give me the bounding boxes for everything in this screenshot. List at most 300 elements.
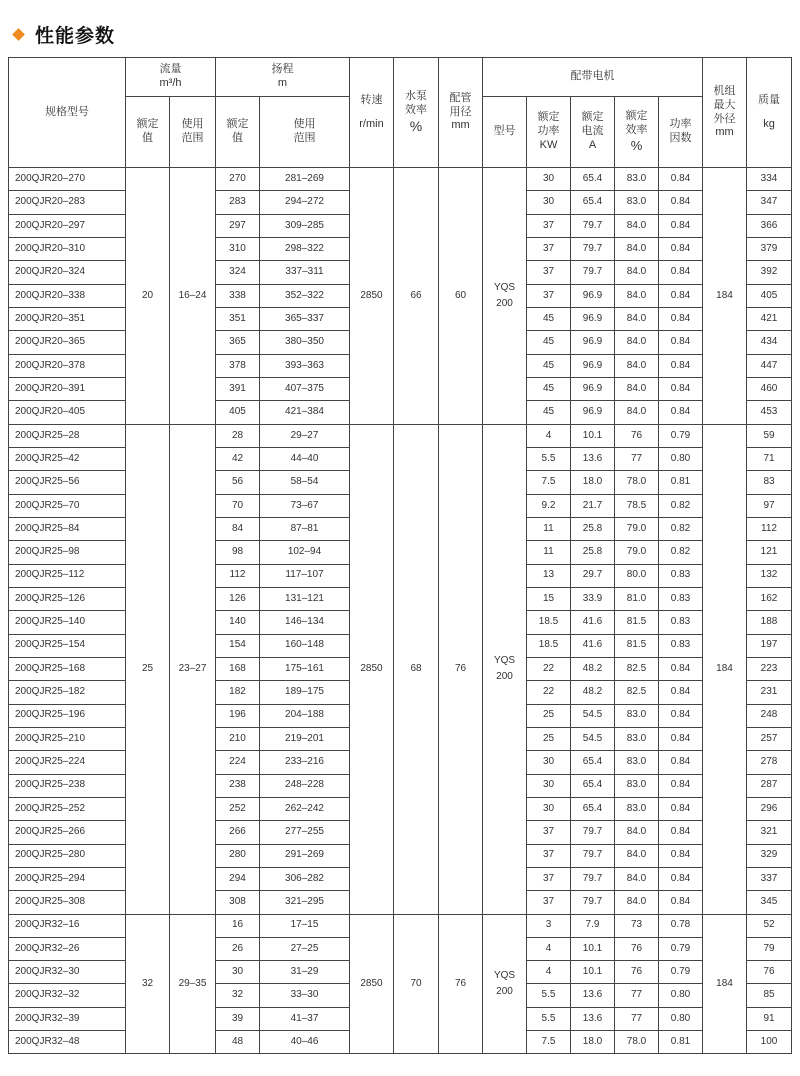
- header-motor-current: 额定电流 A: [571, 97, 615, 168]
- header-motor-efficiency: 额定效率 %: [615, 97, 659, 168]
- cell-model: 200QJR25–210: [9, 727, 126, 750]
- cell-motor-efficiency: 78.0: [615, 1031, 659, 1054]
- cell-model: 200QJR20–405: [9, 401, 126, 424]
- cell-pipe-diameter: 76: [439, 914, 483, 1054]
- cell-motor-power: 30: [527, 797, 571, 820]
- cell-motor-power: 37: [527, 284, 571, 307]
- cell-head-range: 407–375: [260, 377, 350, 400]
- cell-head-rated: 26: [216, 937, 260, 960]
- cell-motor-power: 18.5: [527, 634, 571, 657]
- cell-head-range: 233–216: [260, 751, 350, 774]
- cell-motor-current: 96.9: [571, 354, 615, 377]
- cell-mass: 112: [747, 517, 792, 540]
- cell-motor-current: 65.4: [571, 774, 615, 797]
- cell-motor-current: 13.6: [571, 1007, 615, 1030]
- cell-motor-efficiency: 80.0: [615, 564, 659, 587]
- cell-motor-current: 29.7: [571, 564, 615, 587]
- cell-head-range: 337–311: [260, 261, 350, 284]
- cell-power-factor: 0.84: [659, 797, 703, 820]
- cell-motor-power: 30: [527, 168, 571, 191]
- cell-motor-current: 96.9: [571, 401, 615, 424]
- cell-motor-power: 37: [527, 261, 571, 284]
- header-power-factor: 功率因数: [659, 97, 703, 168]
- cell-head-rated: 30: [216, 961, 260, 984]
- cell-head-rated: 280: [216, 844, 260, 867]
- cell-motor-efficiency: 84.0: [615, 821, 659, 844]
- cell-head-range: 204–188: [260, 704, 350, 727]
- cell-motor-current: 41.6: [571, 634, 615, 657]
- cell-mass: 434: [747, 331, 792, 354]
- cell-flow-range: 16–24: [170, 168, 216, 425]
- cell-head-rated: 338: [216, 284, 260, 307]
- cell-mass: 447: [747, 354, 792, 377]
- cell-mass: 287: [747, 774, 792, 797]
- cell-mass: 76: [747, 961, 792, 984]
- cell-motor-efficiency: 84.0: [615, 844, 659, 867]
- cell-motor-current: 41.6: [571, 611, 615, 634]
- cell-motor-current: 7.9: [571, 914, 615, 937]
- cell-head-rated: 210: [216, 727, 260, 750]
- cell-head-range: 175–161: [260, 657, 350, 680]
- cell-head-rated: 391: [216, 377, 260, 400]
- cell-mass: 421: [747, 307, 792, 330]
- cell-power-factor: 0.82: [659, 494, 703, 517]
- cell-head-rated: 297: [216, 214, 260, 237]
- cell-motor-efficiency: 83.0: [615, 191, 659, 214]
- cell-head-range: 421–384: [260, 401, 350, 424]
- cell-power-factor: 0.84: [659, 704, 703, 727]
- cell-power-factor: 0.84: [659, 261, 703, 284]
- table-row: [9, 424, 792, 447]
- cell-head-range: 277–255: [260, 821, 350, 844]
- cell-motor-efficiency: 84.0: [615, 237, 659, 260]
- header-flow-rated: 额定值: [126, 97, 170, 168]
- cell-head-rated: 405: [216, 401, 260, 424]
- cell-motor-power: 13: [527, 564, 571, 587]
- cell-head-range: 117–107: [260, 564, 350, 587]
- cell-head-range: 29–27: [260, 424, 350, 447]
- cell-mass: 278: [747, 751, 792, 774]
- cell-motor-current: 54.5: [571, 727, 615, 750]
- cell-motor-efficiency: 77: [615, 1007, 659, 1030]
- cell-speed: 2850: [350, 914, 394, 1054]
- cell-power-factor: 0.84: [659, 168, 703, 191]
- cell-head-range: 17–15: [260, 914, 350, 937]
- cell-mass: 329: [747, 844, 792, 867]
- cell-motor-current: 65.4: [571, 797, 615, 820]
- cell-power-factor: 0.84: [659, 354, 703, 377]
- cell-model: 200QJR25–266: [9, 821, 126, 844]
- cell-motor-efficiency: 84.0: [615, 307, 659, 330]
- cell-motor-power: 25: [527, 727, 571, 750]
- cell-head-rated: 365: [216, 331, 260, 354]
- cell-motor-current: 96.9: [571, 307, 615, 330]
- cell-mass: 392: [747, 261, 792, 284]
- cell-motor-current: 13.6: [571, 447, 615, 470]
- cell-mass: 223: [747, 657, 792, 680]
- cell-motor-efficiency: 84.0: [615, 891, 659, 914]
- page-title: 性能参数: [35, 25, 116, 47]
- cell-head-range: 248–228: [260, 774, 350, 797]
- cell-model: 200QJR25–168: [9, 657, 126, 680]
- cell-model: 200QJR25–182: [9, 681, 126, 704]
- header-pump-efficiency: 水泵效率 %: [394, 58, 439, 168]
- cell-mass: 405: [747, 284, 792, 307]
- cell-motor-current: 79.7: [571, 821, 615, 844]
- cell-model: 200QJR32–32: [9, 984, 126, 1007]
- cell-motor-power: 45: [527, 307, 571, 330]
- cell-motor-current: 65.4: [571, 168, 615, 191]
- cell-motor-current: 65.4: [571, 191, 615, 214]
- cell-speed: 2850: [350, 168, 394, 425]
- header-pipe-diameter: 配管用径 mm: [439, 58, 483, 168]
- cell-motor-efficiency: 81.5: [615, 611, 659, 634]
- table-row: [9, 168, 792, 191]
- cell-motor-power: 4: [527, 424, 571, 447]
- cell-motor-power: 37: [527, 867, 571, 890]
- cell-power-factor: 0.84: [659, 844, 703, 867]
- cell-head-rated: 28: [216, 424, 260, 447]
- cell-motor-current: 79.7: [571, 214, 615, 237]
- cell-motor-power: 18.5: [527, 611, 571, 634]
- cell-head-rated: 168: [216, 657, 260, 680]
- cell-head-rated: 266: [216, 821, 260, 844]
- cell-head-rated: 42: [216, 447, 260, 470]
- cell-power-factor: 0.81: [659, 471, 703, 494]
- cell-power-factor: 0.84: [659, 681, 703, 704]
- cell-motor-power: 25: [527, 704, 571, 727]
- cell-pump-efficiency: 66: [394, 168, 439, 425]
- cell-head-rated: 294: [216, 867, 260, 890]
- cell-head-rated: 324: [216, 261, 260, 284]
- cell-motor-current: 10.1: [571, 424, 615, 447]
- cell-motor-current: 54.5: [571, 704, 615, 727]
- cell-motor-current: 10.1: [571, 937, 615, 960]
- cell-head-range: 219–201: [260, 727, 350, 750]
- cell-motor-efficiency: 81.0: [615, 587, 659, 610]
- cell-mass: 231: [747, 681, 792, 704]
- header-motor: 配带电机: [483, 58, 703, 97]
- cell-head-rated: 70: [216, 494, 260, 517]
- cell-model: 200QJR32–39: [9, 1007, 126, 1030]
- cell-mass: 460: [747, 377, 792, 400]
- cell-mass: 85: [747, 984, 792, 1007]
- cell-flow-rated: 25: [126, 424, 170, 914]
- cell-power-factor: 0.84: [659, 727, 703, 750]
- cell-power-factor: 0.83: [659, 634, 703, 657]
- cell-head-rated: 48: [216, 1031, 260, 1054]
- cell-motor-efficiency: 81.5: [615, 634, 659, 657]
- cell-power-factor: 0.84: [659, 191, 703, 214]
- cell-motor-power: 22: [527, 681, 571, 704]
- header-motor-power: 额定功率 KW: [527, 97, 571, 168]
- cell-head-range: 309–285: [260, 214, 350, 237]
- cell-power-factor: 0.84: [659, 657, 703, 680]
- cell-outer-diameter: 184: [703, 424, 747, 914]
- diamond-bullet-icon: [12, 28, 25, 41]
- cell-power-factor: 0.78: [659, 914, 703, 937]
- cell-mass: 321: [747, 821, 792, 844]
- cell-motor-current: 10.1: [571, 961, 615, 984]
- cell-model: 200QJR25–42: [9, 447, 126, 470]
- cell-model: 200QJR20–283: [9, 191, 126, 214]
- cell-motor-current: 48.2: [571, 657, 615, 680]
- cell-motor-efficiency: 76: [615, 961, 659, 984]
- cell-power-factor: 0.79: [659, 424, 703, 447]
- cell-mass: 379: [747, 237, 792, 260]
- cell-motor-power: 5.5: [527, 447, 571, 470]
- cell-head-rated: 351: [216, 307, 260, 330]
- cell-motor-current: 48.2: [571, 681, 615, 704]
- cell-motor-efficiency: 83.0: [615, 168, 659, 191]
- cell-head-rated: 98: [216, 541, 260, 564]
- cell-mass: 97: [747, 494, 792, 517]
- cell-head-rated: 310: [216, 237, 260, 260]
- header-mass: 质量 kg: [747, 58, 792, 168]
- cell-head-range: 160–148: [260, 634, 350, 657]
- cell-model: 200QJR25–28: [9, 424, 126, 447]
- cell-head-range: 31–29: [260, 961, 350, 984]
- cell-motor-efficiency: 84.0: [615, 331, 659, 354]
- cell-model: 200QJR32–30: [9, 961, 126, 984]
- cell-motor-power: 30: [527, 191, 571, 214]
- cell-power-factor: 0.84: [659, 284, 703, 307]
- cell-model: 200QJR25–196: [9, 704, 126, 727]
- cell-head-range: 321–295: [260, 891, 350, 914]
- cell-model: 200QJR20–351: [9, 307, 126, 330]
- cell-model: 200QJR25–294: [9, 867, 126, 890]
- cell-motor-power: 3: [527, 914, 571, 937]
- cell-power-factor: 0.84: [659, 891, 703, 914]
- cell-motor-efficiency: 84.0: [615, 377, 659, 400]
- cell-motor-efficiency: 77: [615, 447, 659, 470]
- cell-mass: 52: [747, 914, 792, 937]
- cell-head-rated: 252: [216, 797, 260, 820]
- cell-motor-efficiency: 84.0: [615, 401, 659, 424]
- cell-model: 200QJR20–270: [9, 168, 126, 191]
- cell-power-factor: 0.82: [659, 517, 703, 540]
- cell-speed: 2850: [350, 424, 394, 914]
- cell-motor-power: 45: [527, 354, 571, 377]
- cell-power-factor: 0.84: [659, 331, 703, 354]
- cell-head-range: 146–134: [260, 611, 350, 634]
- cell-mass: 257: [747, 727, 792, 750]
- cell-motor-current: 18.0: [571, 1031, 615, 1054]
- cell-motor-current: 25.8: [571, 541, 615, 564]
- cell-power-factor: 0.79: [659, 961, 703, 984]
- cell-model: 200QJR25–140: [9, 611, 126, 634]
- cell-head-range: 33–30: [260, 984, 350, 1007]
- cell-motor-power: 7.5: [527, 1031, 571, 1054]
- header-model: 规格型号: [9, 58, 126, 168]
- cell-model: 200QJR25–98: [9, 541, 126, 564]
- cell-model: 200QJR20–391: [9, 377, 126, 400]
- cell-head-range: 58–54: [260, 471, 350, 494]
- cell-head-rated: 126: [216, 587, 260, 610]
- cell-motor-current: 79.7: [571, 237, 615, 260]
- cell-motor-current: 79.7: [571, 867, 615, 890]
- cell-motor-power: 4: [527, 961, 571, 984]
- cell-head-range: 73–67: [260, 494, 350, 517]
- cell-motor-power: 37: [527, 237, 571, 260]
- cell-power-factor: 0.84: [659, 237, 703, 260]
- cell-power-factor: 0.84: [659, 867, 703, 890]
- cell-model: 200QJR20–338: [9, 284, 126, 307]
- cell-motor-power: 30: [527, 774, 571, 797]
- header-head-rated: 额定值: [216, 97, 260, 168]
- cell-model: 200QJR20–297: [9, 214, 126, 237]
- cell-model: 200QJR25–70: [9, 494, 126, 517]
- cell-head-rated: 224: [216, 751, 260, 774]
- performance-table: [8, 57, 792, 1054]
- cell-model: 200QJR25–126: [9, 587, 126, 610]
- cell-power-factor: 0.80: [659, 1007, 703, 1030]
- cell-motor-current: 33.9: [571, 587, 615, 610]
- cell-mass: 132: [747, 564, 792, 587]
- cell-head-range: 102–94: [260, 541, 350, 564]
- cell-motor-power: 45: [527, 401, 571, 424]
- cell-motor-efficiency: 83.0: [615, 797, 659, 820]
- cell-head-range: 40–46: [260, 1031, 350, 1054]
- cell-motor-current: 25.8: [571, 517, 615, 540]
- cell-flow-range: 23–27: [170, 424, 216, 914]
- cell-model: 200QJR25–112: [9, 564, 126, 587]
- cell-model: 200QJR20–324: [9, 261, 126, 284]
- cell-motor-current: 65.4: [571, 751, 615, 774]
- cell-motor-efficiency: 79.0: [615, 517, 659, 540]
- cell-motor-power: 45: [527, 331, 571, 354]
- cell-motor-current: 79.7: [571, 844, 615, 867]
- cell-motor-power: 9.2: [527, 494, 571, 517]
- cell-motor-efficiency: 84.0: [615, 261, 659, 284]
- cell-mass: 121: [747, 541, 792, 564]
- cell-head-rated: 238: [216, 774, 260, 797]
- cell-pipe-diameter: 60: [439, 168, 483, 425]
- cell-model: 200QJR25–238: [9, 774, 126, 797]
- cell-model: 200QJR32–16: [9, 914, 126, 937]
- cell-head-range: 189–175: [260, 681, 350, 704]
- cell-pipe-diameter: 76: [439, 424, 483, 914]
- cell-motor-power: 37: [527, 821, 571, 844]
- cell-head-rated: 283: [216, 191, 260, 214]
- cell-head-range: 27–25: [260, 937, 350, 960]
- cell-motor-current: 96.9: [571, 377, 615, 400]
- cell-motor-power: 15: [527, 587, 571, 610]
- cell-power-factor: 0.83: [659, 611, 703, 634]
- cell-motor-efficiency: 84.0: [615, 354, 659, 377]
- cell-power-factor: 0.79: [659, 937, 703, 960]
- cell-mass: 337: [747, 867, 792, 890]
- cell-model: 200QJR20–365: [9, 331, 126, 354]
- cell-motor-efficiency: 83.0: [615, 704, 659, 727]
- cell-power-factor: 0.84: [659, 821, 703, 844]
- cell-motor-power: 37: [527, 891, 571, 914]
- cell-head-range: 281–269: [260, 168, 350, 191]
- cell-head-rated: 112: [216, 564, 260, 587]
- cell-flow-range: 29–35: [170, 914, 216, 1054]
- cell-mass: 345: [747, 891, 792, 914]
- cell-power-factor: 0.84: [659, 774, 703, 797]
- cell-motor-efficiency: 84.0: [615, 214, 659, 237]
- cell-mass: 188: [747, 611, 792, 634]
- cell-head-rated: 16: [216, 914, 260, 937]
- cell-power-factor: 0.84: [659, 214, 703, 237]
- cell-head-range: 262–242: [260, 797, 350, 820]
- cell-power-factor: 0.80: [659, 447, 703, 470]
- cell-head-range: 306–282: [260, 867, 350, 890]
- cell-motor-efficiency: 79.0: [615, 541, 659, 564]
- cell-mass: 366: [747, 214, 792, 237]
- cell-head-rated: 270: [216, 168, 260, 191]
- cell-motor-efficiency: 77: [615, 984, 659, 1007]
- cell-head-range: 87–81: [260, 517, 350, 540]
- cell-motor-efficiency: 76: [615, 424, 659, 447]
- cell-head-rated: 32: [216, 984, 260, 1007]
- cell-head-rated: 84: [216, 517, 260, 540]
- cell-power-factor: 0.83: [659, 587, 703, 610]
- header-flow: 流量 m³/h: [126, 58, 216, 97]
- cell-motor-current: 79.7: [571, 891, 615, 914]
- cell-head-rated: 140: [216, 611, 260, 634]
- cell-head-range: 352–322: [260, 284, 350, 307]
- cell-motor-power: 11: [527, 541, 571, 564]
- cell-motor-power: 22: [527, 657, 571, 680]
- cell-motor-efficiency: 82.5: [615, 681, 659, 704]
- cell-head-rated: 196: [216, 704, 260, 727]
- cell-head-range: 380–350: [260, 331, 350, 354]
- cell-motor-efficiency: 83.0: [615, 727, 659, 750]
- cell-model: 200QJR32–48: [9, 1031, 126, 1054]
- cell-head-rated: 378: [216, 354, 260, 377]
- cell-outer-diameter: 184: [703, 914, 747, 1054]
- cell-motor-current: 13.6: [571, 984, 615, 1007]
- cell-model: 200QJR32–26: [9, 937, 126, 960]
- table-body: [9, 168, 792, 1054]
- cell-motor-current: 18.0: [571, 471, 615, 494]
- cell-motor-power: 37: [527, 844, 571, 867]
- header-motor-type: 型号: [483, 97, 527, 168]
- cell-motor-type: YQS 200: [483, 914, 527, 1054]
- cell-motor-current: 96.9: [571, 331, 615, 354]
- cell-head-rated: 154: [216, 634, 260, 657]
- cell-mass: 100: [747, 1031, 792, 1054]
- header-head: 扬程 m: [216, 58, 350, 97]
- cell-mass: 162: [747, 587, 792, 610]
- cell-motor-power: 4: [527, 937, 571, 960]
- cell-head-range: 44–40: [260, 447, 350, 470]
- cell-motor-power: 37: [527, 214, 571, 237]
- cell-motor-power: 11: [527, 517, 571, 540]
- header-head-range: 使用范围: [260, 97, 350, 168]
- cell-mass: 59: [747, 424, 792, 447]
- cell-power-factor: 0.80: [659, 984, 703, 1007]
- cell-motor-efficiency: 84.0: [615, 867, 659, 890]
- cell-head-rated: 308: [216, 891, 260, 914]
- header-flow-range: 使用范围: [170, 97, 216, 168]
- cell-head-range: 393–363: [260, 354, 350, 377]
- cell-model: 200QJR25–84: [9, 517, 126, 540]
- cell-mass: 197: [747, 634, 792, 657]
- cell-mass: 83: [747, 471, 792, 494]
- cell-mass: 334: [747, 168, 792, 191]
- cell-mass: 79: [747, 937, 792, 960]
- cell-motor-efficiency: 83.0: [615, 774, 659, 797]
- cell-mass: 91: [747, 1007, 792, 1030]
- cell-motor-current: 21.7: [571, 494, 615, 517]
- cell-motor-efficiency: 82.5: [615, 657, 659, 680]
- cell-head-range: 365–337: [260, 307, 350, 330]
- cell-power-factor: 0.83: [659, 564, 703, 587]
